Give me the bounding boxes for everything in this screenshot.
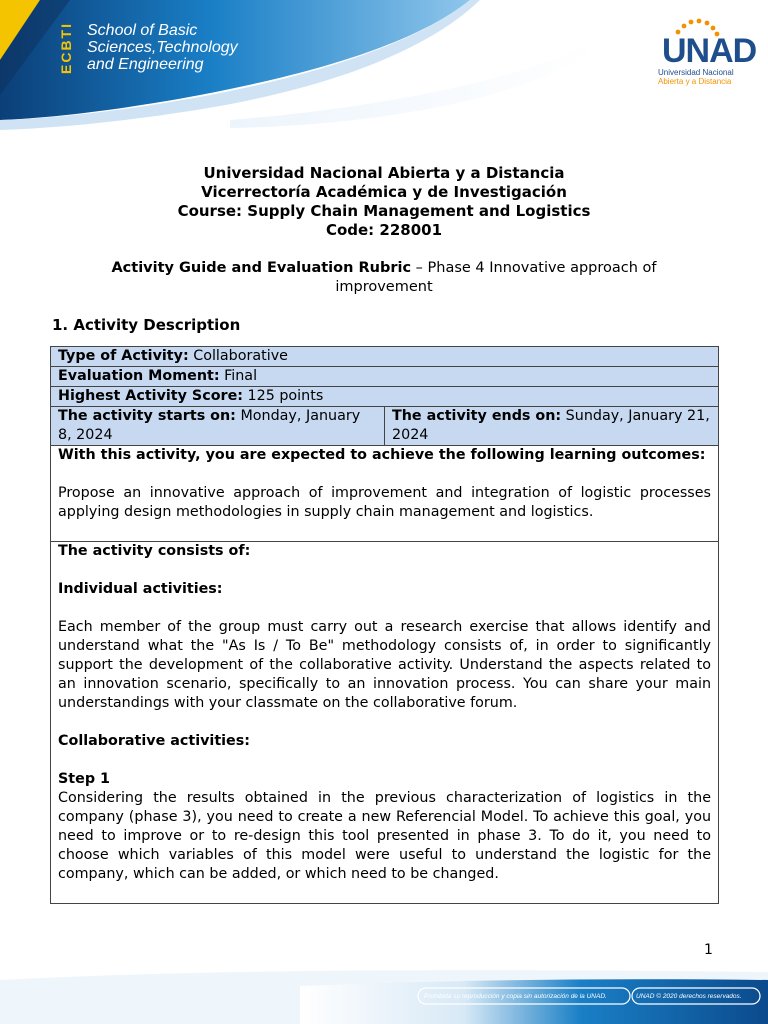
university-title: Universidad Nacional Abierta y a Distancia [203,164,565,182]
guide-title [80,259,688,297]
end-date-label: The activity ends on: [392,408,562,424]
page-number: 1 [704,942,713,958]
table-row [51,387,719,407]
logo-subtitle [658,68,748,86]
guide-title-bold: Activity Guide and Evaluation Rubric [111,260,412,276]
course-title: Course: Supply Chain Management and Logistics [177,202,591,220]
logo-subtitle-line: Universidad Nacional [658,68,734,77]
evaluation-moment-label: Evaluation Moment: [58,368,220,384]
activity-table [50,346,719,904]
learning-outcomes-text: Propose an innovative approach of improvement and integration of logistic processes applying design methodologies in supply chain management and logistics. [58,485,712,520]
evaluation-moment-value: Final [219,368,258,384]
step1-heading: Step 1 [58,771,110,787]
learning-outcomes-cell [51,446,719,542]
end-date-value: Sunday, January 21, 2024 [392,408,710,443]
school-name [87,22,238,73]
evaluation-moment-cell [51,367,719,387]
activity-consists-cell [51,542,719,904]
highest-score-label: Highest Activity Score: [58,388,243,404]
footer-copyright: UNAD © 2020 derechos reservados. [636,993,742,1000]
highest-score-value: 125 points [242,388,324,404]
end-date-cell [385,407,719,446]
start-date-cell [51,407,385,446]
activity-type-cell [51,347,719,367]
section-title: 1. Activity Description [52,316,241,334]
activity-type-label: Type of Activity: [58,348,189,364]
collaborative-activities-heading: Collaborative activities: [58,733,250,749]
school-name-line: and Engineering [87,56,204,73]
table-row [51,367,719,387]
table-row [51,446,719,542]
table-row [51,407,719,446]
table-row [51,542,719,904]
table-row [51,347,719,367]
school-name-line: School of Basic [87,22,198,39]
individual-activities-text: Each member of the group must carry out a research exercise that allows identify and understand what the "As Is / To Be" methodology consists of, in order to significantly support the development of the collaborative activity. Understand the aspects related to an innovation scenario, specifically to an innovation process. You can share your main understandings with your classmate on the collaborative forum. [58,619,712,711]
activity-type-value: Collaborative [188,348,288,364]
highest-score-cell [51,387,719,407]
footer-notice: Prohibida su reproducción y copia sin autorización de la UNAD. [424,993,607,1000]
unad-logo [658,18,757,88]
learning-outcomes-heading: With this activity, you are expected to achieve the following learning outcomes: [58,447,706,463]
document-titles [0,164,768,240]
logo-wordmark: UNAD [662,32,757,70]
vicerrectoria-title: Vicerrectoría Académica y de Investigación [201,183,567,201]
start-date-value: Monday, January 8, 2024 [58,408,361,443]
school-name-line: Sciences,Technology [87,39,238,56]
start-date-label: The activity starts on: [58,408,236,424]
course-code: Code: 228001 [325,221,443,239]
activity-consists-heading: The activity consists of: [58,543,251,559]
step1-text: Considering the results obtained in the previous characterization of logistics in the company (phase 3), you need to create a new Referencial Model. To achieve this goal, you need to improve or to re-design this tool presented in phase 3. To do it, you need to choose which variables of this model were useful to understand the logistic for the company, which can be added, or which need to be changed. [58,790,712,882]
logo-subtitle-line: Abierta y a Distancia [658,77,732,86]
individual-activities-heading: Individual activities: [58,581,223,597]
ecbti-label: ECBTI [58,22,74,74]
guide-title-rest: – Phase 4 Innovative approach of improvement [335,260,657,295]
